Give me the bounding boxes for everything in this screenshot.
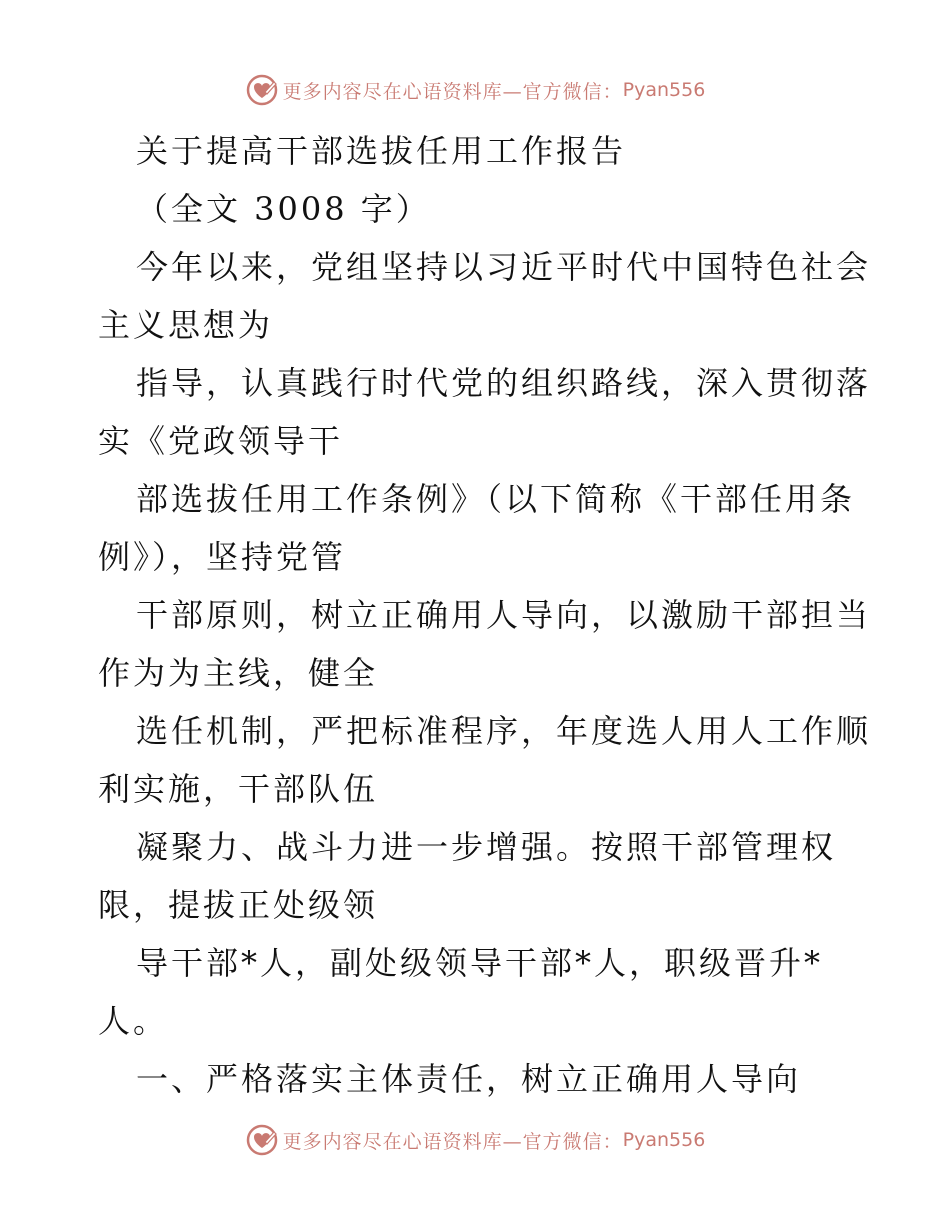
text-line: 指导，认真践行时代党的组织路线，深入贯彻落 (136, 364, 872, 402)
heart-pen-logo-icon (245, 1123, 279, 1157)
footer-banner (0, 1120, 950, 1160)
heart-pen-logo-icon (245, 73, 279, 107)
text-line: 一、严格落实主体责任，树立正确用人导向 (136, 1060, 802, 1098)
text-line: 作为为主线，健全 (98, 654, 379, 692)
banner-wechat-id: Pyan556 (622, 79, 706, 101)
text-line: 关于提高干部选拔任用工作报告 (136, 132, 627, 170)
banner-wechat-id: Pyan556 (622, 1129, 706, 1151)
text-line: （全文 3008 字） (136, 190, 431, 228)
text-line: 实《党政领导干 (98, 422, 344, 460)
text-line: 限，提拔正处级领 (98, 886, 379, 924)
text-line: 例》），坚持党管 (98, 538, 347, 576)
text-line: 人。 (98, 1002, 169, 1040)
banner-text: 更多内容尽在心语资料库—官方微信： (282, 80, 623, 103)
text-line: 今年以来，党组坚持以习近平时代中国特色社会 (136, 248, 872, 286)
header-banner (0, 70, 950, 110)
text-line: 利实施，干部队伍 (98, 770, 379, 808)
text-line: 部选拔任用工作条例》（以下简称《干部任用条 (136, 480, 856, 518)
text-line: 主义思想为 (98, 306, 274, 344)
text-line: 凝聚力、战斗力进一步增强。按照干部管理权 (136, 828, 837, 866)
document-body (98, 122, 872, 1108)
text-line: 导干部*人，副处级领导干部*人，职级晋升* (136, 944, 824, 982)
text-line: 选任机制，严把标准程序，年度选人用人工作顺 (136, 712, 872, 750)
text-line: 干部原则，树立正确用人导向，以激励干部担当 (136, 596, 872, 634)
banner-text: 更多内容尽在心语资料库—官方微信： (282, 1130, 623, 1153)
